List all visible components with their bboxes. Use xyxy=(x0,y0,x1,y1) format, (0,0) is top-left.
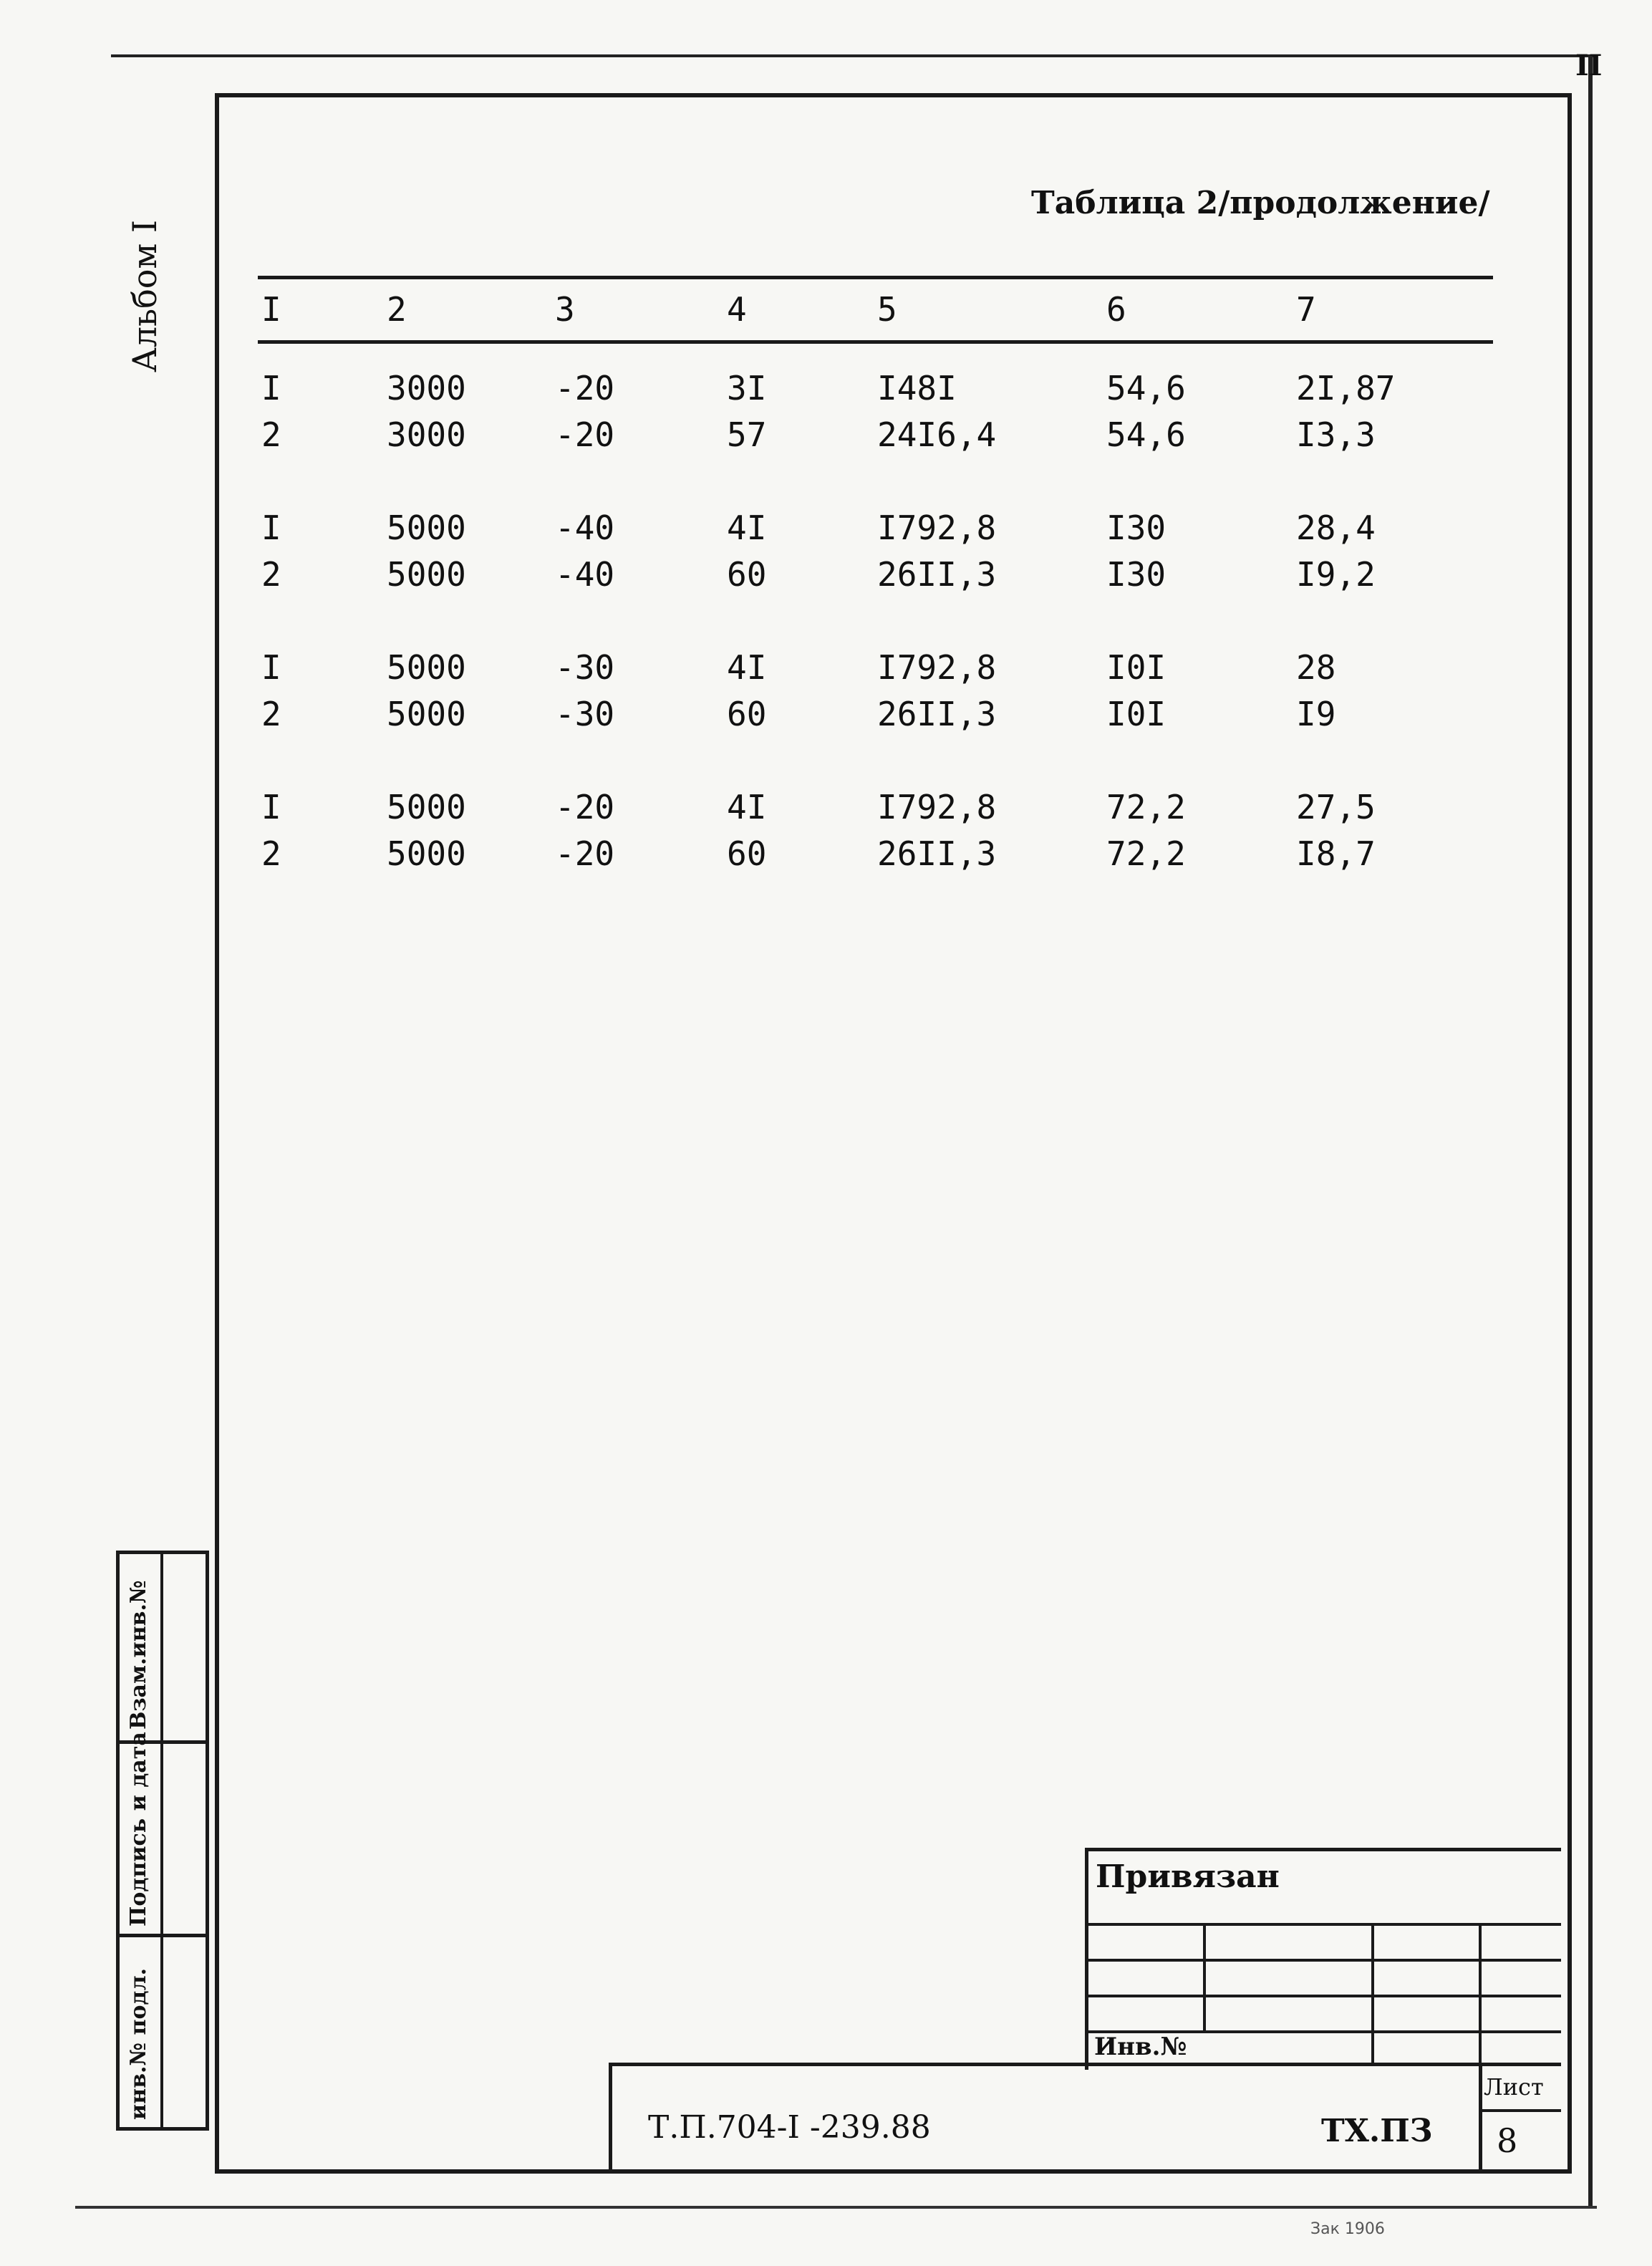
table-title: Таблица 2/продолжение/ xyxy=(1031,185,1490,221)
sheet-label: Лист xyxy=(1484,2073,1544,2101)
column-header: 4 xyxy=(727,290,747,329)
table-cell: 5000 xyxy=(387,834,466,873)
table-cell: -40 xyxy=(555,508,615,547)
table-cell: 26II,3 xyxy=(877,834,997,873)
table-cell: 5000 xyxy=(387,648,466,687)
bottom-border-line xyxy=(75,2206,1597,2209)
column-header: 6 xyxy=(1106,290,1126,329)
table-cell: 28 xyxy=(1296,648,1336,687)
table-cell: -20 xyxy=(555,415,615,454)
table-cell: 4I xyxy=(727,788,767,826)
side-stamp-divider xyxy=(160,1551,163,2131)
table-cell: 2 xyxy=(261,695,281,733)
side-stamp-vzam-label: Взам.инв.№ xyxy=(126,1580,151,1730)
table-cell: I30 xyxy=(1106,508,1166,547)
table-cell: I792,8 xyxy=(877,508,997,547)
table-cell: 57 xyxy=(727,415,767,454)
column-header: 5 xyxy=(877,290,897,329)
table-cell: 5000 xyxy=(387,788,466,826)
table-cell: 27,5 xyxy=(1296,788,1376,826)
table-cell: 72,2 xyxy=(1106,788,1186,826)
tb-line xyxy=(1479,1923,1482,2066)
table-cell: I9,2 xyxy=(1296,555,1376,594)
sheet-number: 8 xyxy=(1497,2121,1518,2160)
privyazan-label: Привязан xyxy=(1096,1858,1280,1895)
tb-line xyxy=(609,2063,612,2174)
table-cell: I8,7 xyxy=(1296,834,1376,873)
table-cell: 5000 xyxy=(387,508,466,547)
table-cell: 54,6 xyxy=(1106,369,1186,408)
table-cell: I792,8 xyxy=(877,788,997,826)
table-cell: -20 xyxy=(555,369,615,408)
table-cell: -20 xyxy=(555,834,615,873)
page-corner-number: II xyxy=(1575,49,1603,82)
table-cell: I30 xyxy=(1106,555,1166,594)
table-cell: I xyxy=(261,508,281,547)
tb-line xyxy=(1085,1848,1561,1851)
table-cell: 3000 xyxy=(387,415,466,454)
table-cell: I0I xyxy=(1106,648,1166,687)
right-border-line xyxy=(1588,57,1593,2206)
column-header: 2 xyxy=(387,290,407,329)
table-cell: 3000 xyxy=(387,369,466,408)
table-cell: 60 xyxy=(727,695,767,733)
column-header: 7 xyxy=(1296,290,1316,329)
table-top-rule xyxy=(258,276,1493,279)
album-label: Альбом I xyxy=(125,219,164,372)
table-cell: 2 xyxy=(261,415,281,454)
table-cell: -30 xyxy=(555,695,615,733)
table-cell: I xyxy=(261,648,281,687)
table-cell: I xyxy=(261,788,281,826)
tb-line xyxy=(1085,1959,1561,1962)
table-cell: I0I xyxy=(1106,695,1166,733)
side-stamp xyxy=(116,1551,209,2131)
column-header: 3 xyxy=(555,290,575,329)
tb-line xyxy=(1085,1995,1561,1997)
table-cell: 72,2 xyxy=(1106,834,1186,873)
table-cell: 2 xyxy=(261,555,281,594)
table-cell: 54,6 xyxy=(1106,415,1186,454)
section-code: ТХ.ПЗ xyxy=(1321,2113,1433,2149)
table-cell: 4I xyxy=(727,508,767,547)
tb-line xyxy=(1203,1923,1206,2030)
table-cell: 3I xyxy=(727,369,767,408)
table-cell: -40 xyxy=(555,555,615,594)
column-header: I xyxy=(261,290,281,329)
document-code: Т.П.704-I -239.88 xyxy=(648,2109,931,2146)
tb-line xyxy=(1085,1923,1561,1926)
table-cell: 2 xyxy=(261,834,281,873)
table-cell: 24I6,4 xyxy=(877,415,997,454)
table-cell: I9 xyxy=(1296,695,1336,733)
tb-line xyxy=(609,2063,1561,2066)
table-cell: I3,3 xyxy=(1296,415,1376,454)
table-cell: 26II,3 xyxy=(877,695,997,733)
side-stamp-podpis-label: Подпись и дата xyxy=(126,1732,151,1927)
table-cell: 2I,87 xyxy=(1296,369,1396,408)
tb-line xyxy=(1371,1923,1374,2066)
bottom-note: Зак 1906 xyxy=(1310,2220,1385,2238)
tb-line xyxy=(1479,2063,1482,2174)
table-cell: I xyxy=(261,369,281,408)
table-cell: 60 xyxy=(727,555,767,594)
table-cell: -20 xyxy=(555,788,615,826)
table-cell: 28,4 xyxy=(1296,508,1376,547)
table-header-rule xyxy=(258,340,1493,344)
table-cell: 5000 xyxy=(387,695,466,733)
inv-label: Инв.№ xyxy=(1094,2033,1187,2061)
top-border-line xyxy=(111,54,1597,57)
table-cell: -30 xyxy=(555,648,615,687)
table-cell: 60 xyxy=(727,834,767,873)
table-cell: 5000 xyxy=(387,555,466,594)
tb-line xyxy=(1479,2109,1561,2112)
table-cell: 4I xyxy=(727,648,767,687)
side-stamp-inv-label: инв.№ подл. xyxy=(126,1967,151,2120)
table-cell: I48I xyxy=(877,369,957,408)
table-cell: I792,8 xyxy=(877,648,997,687)
table-cell: 26II,3 xyxy=(877,555,997,594)
